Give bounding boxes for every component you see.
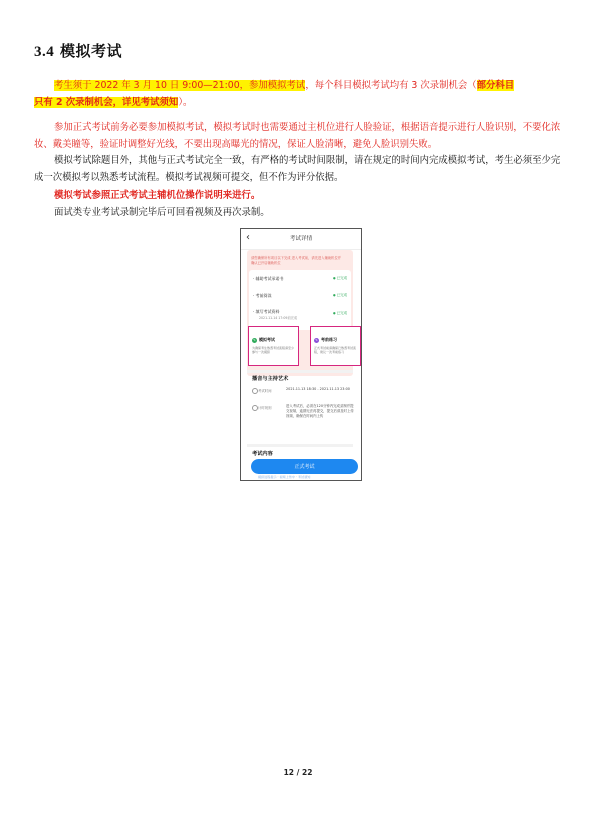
start-exam-label: 正式考试 <box>294 464 315 470</box>
timing-rule-value: 进入考试后，必须在120分钟内完成录制并提交视频，逾期无法再提交，提交后请及时上传视频，确保在时间内上传 <box>286 404 354 418</box>
paragraph-mock-rules <box>34 153 564 186</box>
phone-footer: 模拟进程提示 · 视频上传中 · 考试须知 <box>258 475 311 479</box>
recording-note-1: 部分科目 <box>476 80 515 91</box>
exam-time-value: 2021.11.13 18:30 - 2021.11.13 23:00 <box>286 387 350 391</box>
schedule-highlight: 考生须于 2022 年 3 月 10 日 9:00—21:00，参加模拟考试 <box>54 80 306 91</box>
practice-title: 考前练习 <box>321 337 337 342</box>
step-2[interactable]: · 考前阅读 <box>253 293 272 298</box>
phone-header-title: 考试详情 <box>289 236 313 242</box>
phone-header <box>241 229 361 250</box>
start-exam-button[interactable] <box>251 459 358 474</box>
divider <box>247 444 353 447</box>
mock-exam-desc: 为确保考生熟悉考试流程请至少参与一次模拟 <box>252 346 295 355</box>
mock-exam-title: 模拟考试 <box>259 337 275 342</box>
step-1[interactable]: · 辅助考试承诺书 <box>253 276 284 281</box>
paragraph-review <box>34 205 564 222</box>
step-1-status: ● 已完成 <box>333 276 347 281</box>
section-number: 3.4 <box>34 44 55 60</box>
step-3-status: ● 已完成 <box>333 311 347 316</box>
recording-note-2: 只有 2 次录制机会，详见考试须知 <box>34 96 179 108</box>
exam-time-label: 考试时间 <box>258 389 272 393</box>
schedule-text: ，每个科目模拟考试均有 3 次录制机会（ <box>305 80 477 91</box>
warning-text: 请您确保所有项目以下完成 进入考试前，请先进入辅助机位并确认已开启辅助机位 <box>251 256 342 265</box>
paragraph-face-verification <box>34 120 564 153</box>
practice-card[interactable] <box>310 326 361 366</box>
mock-exam-card[interactable] <box>248 326 299 366</box>
chevron-left-icon[interactable]: ‹ <box>246 232 250 243</box>
step-3[interactable]: · 填写考试资料 <box>253 309 280 314</box>
paragraph-operation <box>34 188 564 205</box>
mock-rules-text: 模拟考试除题目外，其他与正式考试完全一致，有严格的考试时间限制，请在规定的时间内完成模拟考试，考生必须至少完成一次模拟考以熟悉考试流程。模拟考试视频可提交，但不作为评分依据。 <box>34 155 561 183</box>
face-verification-text: 参加正式考试前务必要参加模拟考试，模拟考试时也需要通过主机位进行人脸验证，根据语音提示进行人脸识别，不要化浓妆、戴美瞳等，验证时调整好光线，不要出现高曝光的情况，保证人脸清晰，避免人脸识别失败。 <box>34 122 561 150</box>
step-3-deadline: 2021.11.14 17:09前完成 <box>259 316 298 320</box>
exam-content-title: 考试内容 <box>252 451 273 457</box>
step-2-status: ● 已完成 <box>333 293 347 298</box>
page-number: 12 / 22 <box>283 768 313 777</box>
timing-rule-label: 计时规则 <box>258 406 272 410</box>
subject-title: 播音与主持艺术 <box>252 376 289 382</box>
recording-note-end: ）。 <box>178 96 193 108</box>
section-title: 模拟考试 <box>59 42 122 60</box>
mock-exam-icon: ✎ <box>253 337 256 342</box>
practice-desc: 正式考试前请确保已熟悉考试流程，建议一次考前练习 <box>314 346 357 355</box>
review-text: 面试类专业考试录制完毕后可回看视频及再次录制。 <box>54 207 270 218</box>
paragraph-schedule <box>34 78 564 111</box>
operation-text: 模拟考试参照正式考试主辅机位操作说明来进行。 <box>54 190 261 201</box>
section-heading <box>34 40 122 61</box>
divider <box>247 370 353 373</box>
practice-icon: ✎ <box>315 337 318 342</box>
